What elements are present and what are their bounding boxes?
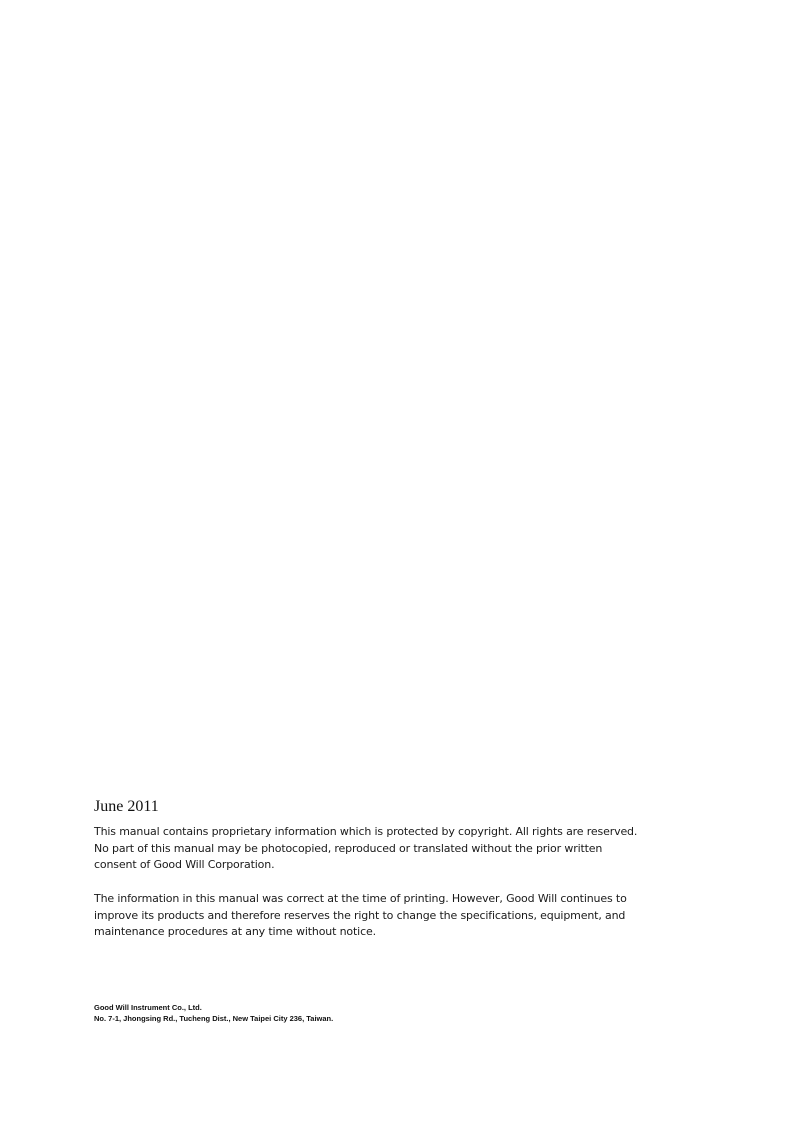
- copyright-line: consent of Good Will Corporation.: [94, 858, 275, 871]
- copyright-line: This manual contains proprietary information which is protected by copyright. All rights are reserved.: [94, 825, 638, 838]
- copyright-line: No part of this manual may be photocopied, reproduced or translated without the prior written: [94, 841, 603, 855]
- company-name: Good Will Instrument Co., Ltd.: [94, 1003, 202, 1012]
- publication-date: June 2011: [94, 798, 159, 815]
- company-footer: [94, 1002, 333, 1024]
- company-address: No. 7-1, Jhongsing Rd., Tucheng Dist., New Taipei City 236, Taiwan.: [94, 1014, 334, 1023]
- copyright-paragraph: [94, 824, 674, 874]
- disclaimer-paragraph: [94, 891, 674, 941]
- disclaimer-line: maintenance procedures at any time without notice.: [94, 925, 376, 938]
- disclaimer-line: improve its products and therefore reserves the right to change the specifications, equipment, and: [94, 908, 626, 922]
- disclaimer-line: The information in this manual was correct at the time of printing. However, Good Will continues to: [94, 892, 627, 905]
